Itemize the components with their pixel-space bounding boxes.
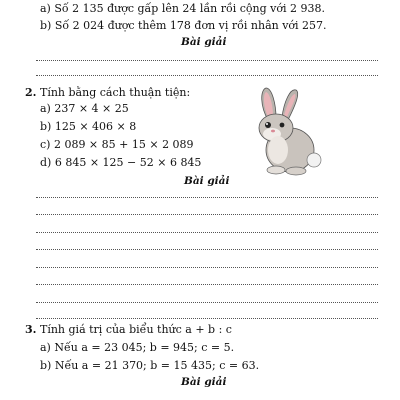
exercise3-item-a: a) Nếu a = 23 045; b = 945; c = 5. — [40, 341, 235, 354]
answer-line — [36, 75, 378, 76]
answer-line — [36, 249, 378, 250]
answer-line — [36, 284, 378, 285]
exercise2-item-c: c) 2 089 × 85 + 15 × 2 089 — [40, 138, 194, 151]
exercise2-title-text: Tính bằng cách thuận tiện: — [39, 86, 191, 99]
answer-line — [36, 214, 378, 215]
exercise2-answer-heading: Bài giải — [184, 175, 230, 187]
exercise3-number: 3. — [25, 323, 37, 336]
exercise1-item-a: a) Số 2 135 được gấp lên 24 lần rồi cộng với 2 938. — [40, 2, 326, 15]
answer-line — [36, 318, 378, 319]
answer-line — [36, 302, 378, 303]
answer-line — [36, 267, 378, 268]
exercise2-number: 2. — [25, 86, 37, 99]
exercise3-title-text: Tính giá trị của biểu thức a + b : c — [39, 323, 232, 336]
answer-line — [36, 232, 378, 233]
exercise3-title — [25, 323, 232, 336]
answer-line — [36, 60, 378, 61]
exercise2-item-d: d) 6 845 × 125 − 52 × 6 845 — [40, 156, 202, 169]
exercise1-item-b: b) Số 2 024 được thêm 178 đơn vị rồi nhân với 257. — [40, 19, 327, 32]
rabbit-illustration — [246, 84, 328, 176]
exercise3-item-b: b) Nếu a = 21 370; b = 15 435; c = 63. — [40, 359, 260, 372]
exercise2-item-a: a) 237 × 4 × 25 — [40, 102, 129, 115]
exercise2-title — [25, 86, 190, 99]
exercise1-answer-heading: Bài giải — [181, 36, 227, 48]
exercise3-answer-heading: Bài giải — [181, 376, 227, 388]
exercise2-item-b: b) 125 × 406 × 8 — [40, 120, 137, 133]
answer-line — [36, 197, 378, 198]
